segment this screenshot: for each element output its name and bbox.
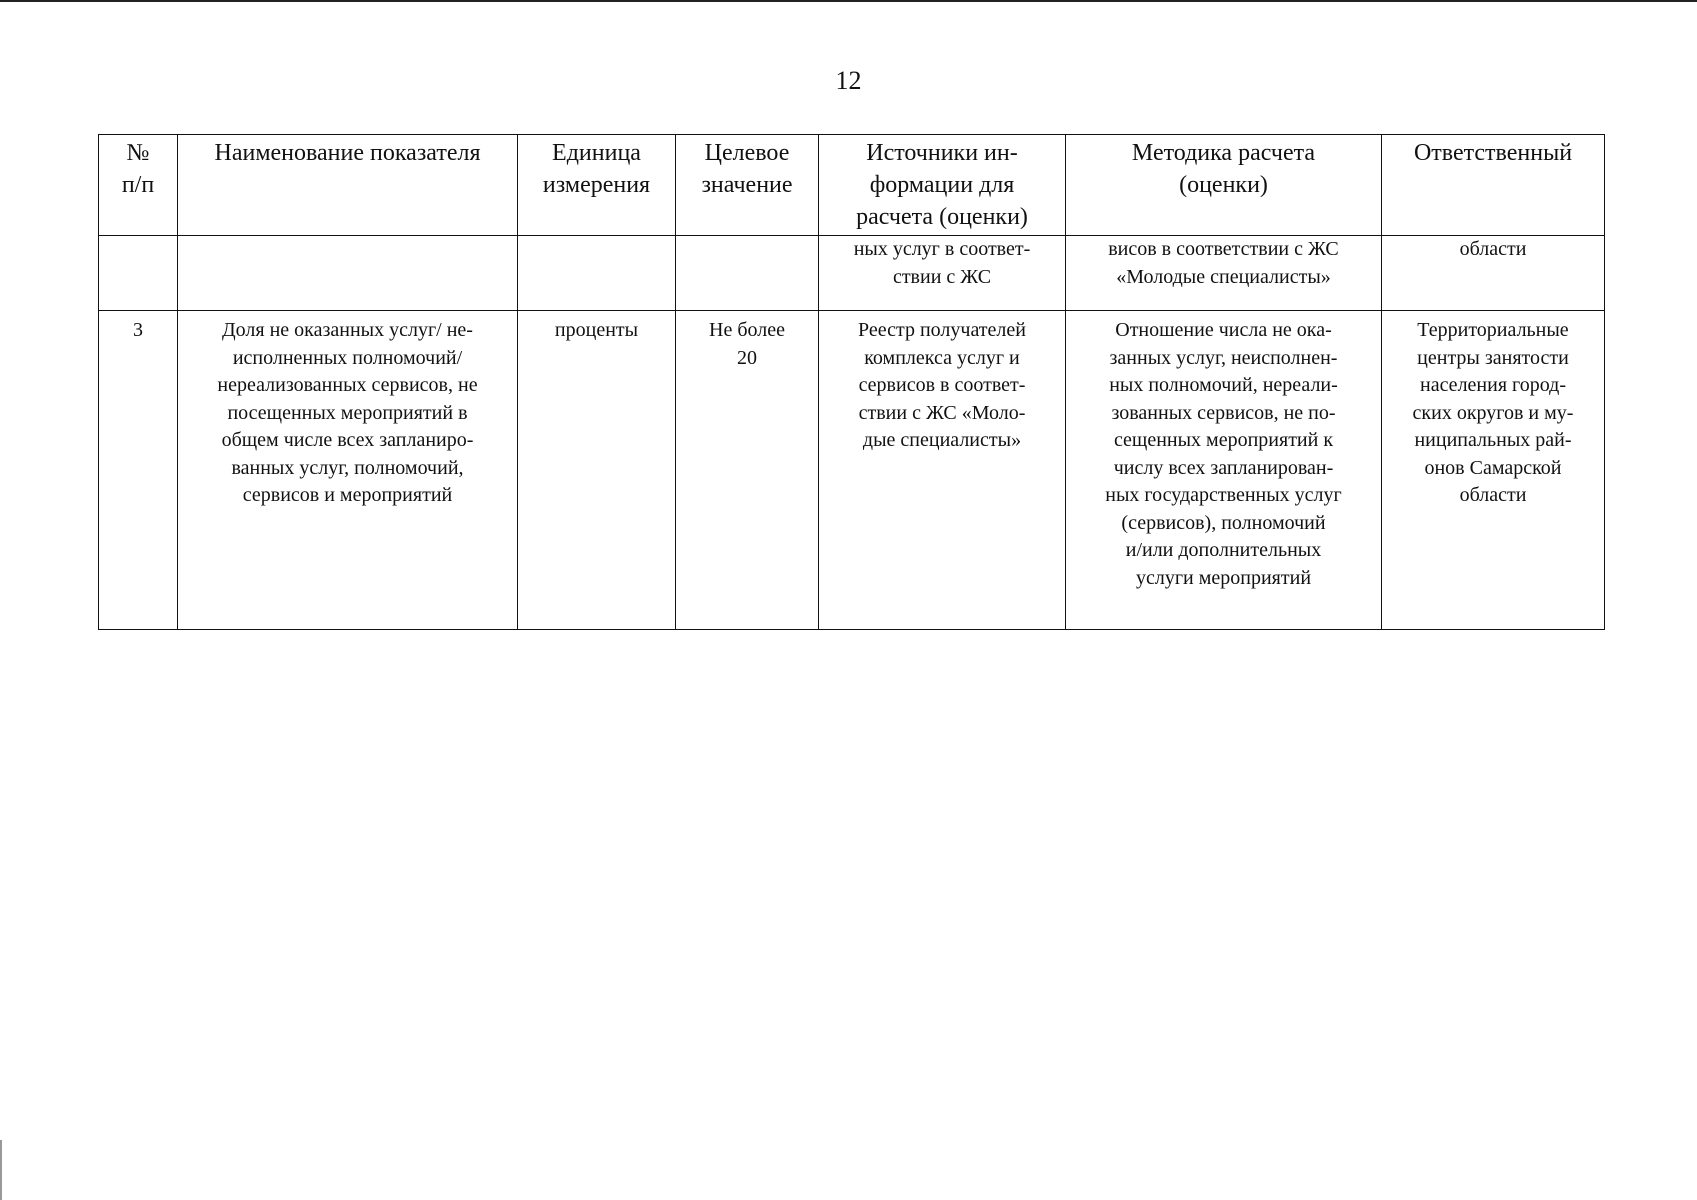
cell-responsible bbox=[1382, 236, 1605, 311]
header-sources bbox=[819, 135, 1066, 236]
cell-line: занных услуг, неисполнен- bbox=[1109, 346, 1338, 369]
cell-line: значение bbox=[701, 172, 793, 198]
header-name bbox=[178, 135, 518, 236]
cell-target bbox=[676, 236, 819, 311]
cell-line: сещенных мероприятий к bbox=[1113, 429, 1334, 451]
cell-sources bbox=[819, 311, 1066, 630]
cell-line: 20 bbox=[737, 346, 757, 369]
header-unit bbox=[518, 135, 676, 236]
cell-line: Отношение числа не ока- bbox=[1115, 319, 1332, 341]
cell-method bbox=[1066, 236, 1382, 311]
cell-line: зованных сервисов, не по- bbox=[1111, 401, 1336, 424]
cell-line: онов Самарской bbox=[1424, 456, 1562, 479]
cell-line: ствии с ЖС bbox=[892, 265, 992, 288]
cell-line: населения город- bbox=[1419, 374, 1566, 396]
cell-line: дые специалисты» bbox=[862, 429, 1022, 451]
scan-top-edge bbox=[0, 0, 1697, 2]
scan-left-edge bbox=[0, 1140, 2, 1200]
cell-line: 3 bbox=[133, 319, 143, 341]
header-responsible bbox=[1382, 135, 1605, 236]
cell-line: общем числе всех запланиро- bbox=[221, 429, 474, 451]
cell-line: формации для bbox=[869, 172, 1015, 198]
table-row-continuation bbox=[99, 236, 1605, 311]
cell-line: расчета (оценки) bbox=[856, 204, 1028, 230]
cell-num bbox=[99, 311, 178, 630]
indicators-table bbox=[98, 134, 1605, 630]
cell-line: ствии с ЖС «Моло- bbox=[858, 401, 1026, 424]
cell-unit bbox=[518, 236, 676, 311]
cell-line: посещенных мероприятий в bbox=[227, 401, 468, 424]
cell-sources bbox=[819, 236, 1066, 311]
cell-line: ных услуг в соответ- bbox=[853, 238, 1031, 260]
cell-line: Единица bbox=[552, 140, 641, 166]
cell-line: и/или дополнительных bbox=[1125, 539, 1322, 561]
cell-line: Целевое bbox=[704, 140, 790, 166]
cell-line: Источники ин- bbox=[866, 140, 1018, 166]
cell-line: Ответственный bbox=[1413, 140, 1573, 166]
header-target bbox=[676, 135, 819, 236]
cell-line: висов в соответствии с ЖС bbox=[1108, 238, 1339, 260]
cell-line: ских округов и му- bbox=[1412, 401, 1574, 424]
cell-line: области bbox=[1459, 238, 1527, 260]
cell-line: Доля не оказанных услуг/ не- bbox=[222, 319, 473, 341]
cell-line: (оценки) bbox=[1179, 172, 1268, 198]
cell-name bbox=[178, 311, 518, 630]
cell-line: п/п bbox=[121, 172, 155, 198]
cell-line: Методика расчета bbox=[1131, 140, 1316, 166]
cell-line: Реестр получателей bbox=[858, 319, 1026, 341]
cell-num bbox=[99, 236, 178, 311]
cell-line: нереализованных сервисов, не bbox=[217, 374, 478, 396]
cell-line: центры занятости bbox=[1417, 346, 1569, 369]
page-number: 12 bbox=[835, 66, 862, 95]
cell-line: ных полномочий, нереали- bbox=[1109, 374, 1338, 396]
cell-line: (сервисов), полномочий bbox=[1121, 511, 1326, 534]
cell-line: Не более bbox=[709, 319, 785, 341]
cell-responsible bbox=[1382, 311, 1605, 630]
cell-unit bbox=[518, 311, 676, 630]
cell-line: области bbox=[1459, 484, 1527, 506]
cell-line: числу всех запланирован- bbox=[1113, 456, 1334, 479]
cell-line: проценты bbox=[554, 319, 639, 341]
cell-method bbox=[1066, 311, 1382, 630]
cell-line: измерения bbox=[542, 172, 651, 198]
cell-line: Наименование показателя bbox=[214, 140, 481, 166]
header-num bbox=[99, 135, 178, 236]
cell-name bbox=[178, 236, 518, 311]
table-row bbox=[99, 311, 1605, 630]
header-row bbox=[99, 135, 1605, 236]
cell-line: исполненных полномочий/ bbox=[232, 346, 463, 369]
cell-line: «Молодые специалисты» bbox=[1116, 265, 1331, 288]
cell-line: сервисов в соответ- bbox=[858, 374, 1026, 396]
cell-line: комплекса услуг и bbox=[864, 346, 1020, 369]
cell-line: ванных услуг, полномочий, bbox=[231, 456, 464, 479]
cell-line: услуги мероприятий bbox=[1135, 566, 1312, 589]
cell-line: ниципальных рай- bbox=[1414, 429, 1572, 451]
header-method bbox=[1066, 135, 1382, 236]
cell-line: Территориальные bbox=[1417, 319, 1569, 341]
cell-line: № bbox=[126, 140, 150, 166]
cell-line: ных государственных услуг bbox=[1105, 484, 1342, 506]
cell-target bbox=[676, 311, 819, 630]
cell-line: сервисов и мероприятий bbox=[242, 484, 453, 506]
